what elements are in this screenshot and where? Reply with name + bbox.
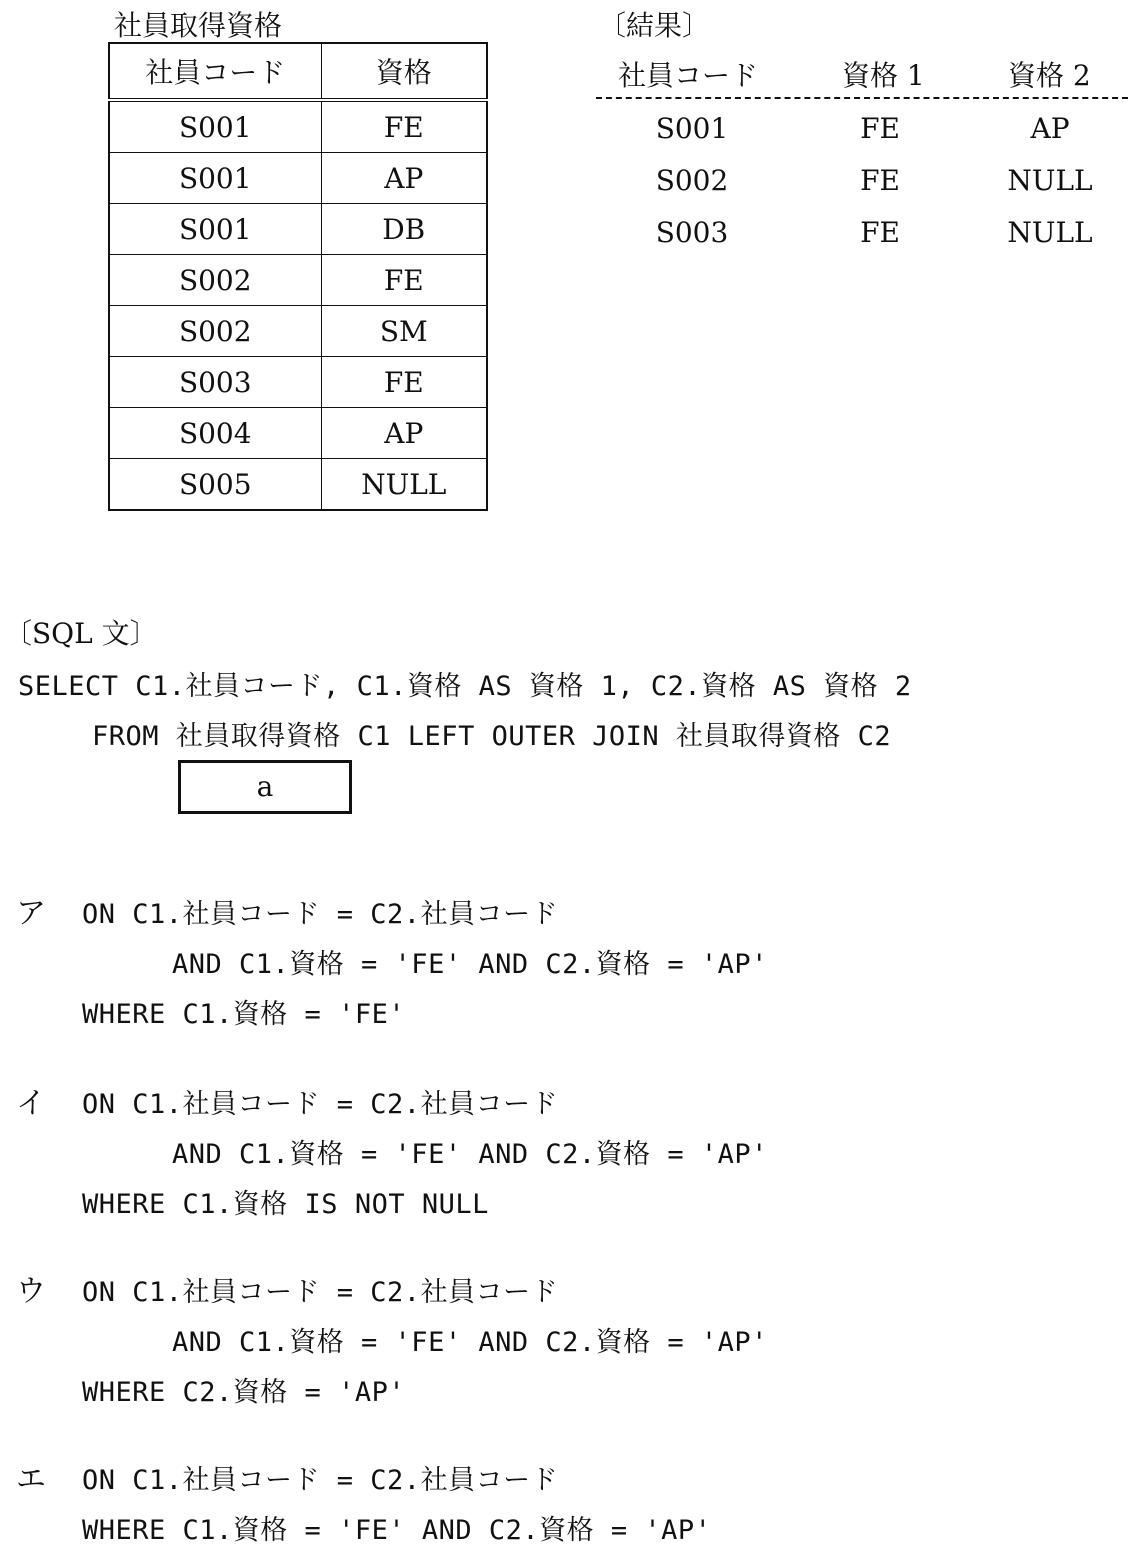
result-header-code: 社員コード [618, 59, 759, 92]
option-line: ON C1.社員コード = C2.社員コード [82, 1277, 559, 1308]
option-line: WHERE C1.資格 = 'FE' [82, 999, 406, 1030]
result-cell-code: S003 [655, 216, 729, 249]
table-title: 社員取得資格 [114, 9, 283, 42]
result-cell-qual1: FE [860, 216, 900, 249]
header-qualification: 資格 [321, 43, 487, 100]
option-line: ON C1.社員コード = C2.社員コード [82, 1089, 559, 1120]
option-line: AND C1.資格 = 'FE' AND C2.資格 = 'AP' [172, 949, 768, 980]
option-line: WHERE C1.資格 = 'FE' AND C2.資格 = 'AP' [82, 1515, 712, 1546]
result-header-qual1: 資格 1 [842, 59, 925, 92]
cell-code: S001 [109, 204, 321, 255]
result-cell-qual2: AP [1030, 112, 1070, 145]
cell-code: S002 [109, 306, 321, 357]
result-cell-qual1: FE [860, 164, 900, 197]
table-row [109, 255, 487, 306]
sql-select-line: SELECT C1.社員コード, C1.資格 AS 資格 1, C2.資格 AS 資格 2 [18, 671, 912, 702]
cell-qual: AP [321, 153, 487, 204]
table-row [109, 357, 487, 408]
option-line: WHERE C2.資格 = 'AP' [82, 1377, 406, 1408]
option-line: AND C1.資格 = 'FE' AND C2.資格 = 'AP' [172, 1327, 768, 1358]
blank-a-box: a [178, 760, 352, 814]
cell-qual: FE [321, 100, 487, 153]
cell-qual: NULL [321, 459, 487, 511]
result-header-qual2: 資格 2 [1008, 59, 1091, 92]
qualification-table [108, 42, 488, 511]
cell-qual: FE [321, 255, 487, 306]
cell-qual: SM [321, 306, 487, 357]
cell-qual: AP [321, 408, 487, 459]
cell-code: S001 [109, 100, 321, 153]
table-row [109, 459, 487, 511]
option-line: WHERE C1.資格 IS NOT NULL [82, 1189, 489, 1220]
option-mark: エ [16, 1462, 46, 1497]
table-row [109, 153, 487, 204]
result-cell-code: S002 [655, 164, 729, 197]
sql-from-line: FROM 社員取得資格 C1 LEFT OUTER JOIN 社員取得資格 C2 [92, 721, 892, 752]
table-row [109, 204, 487, 255]
cell-code: S003 [109, 357, 321, 408]
cell-code: S002 [109, 255, 321, 306]
cell-qual: FE [321, 357, 487, 408]
table-row [109, 100, 487, 153]
result-cell-qual1: FE [860, 112, 900, 145]
option-mark: イ [16, 1086, 46, 1121]
result-cell-code: S001 [655, 112, 729, 145]
cell-code: S005 [109, 459, 321, 511]
cell-code: S004 [109, 408, 321, 459]
table-row [109, 408, 487, 459]
option-line: ON C1.社員コード = C2.社員コード [82, 1465, 559, 1496]
option-mark: ア [16, 896, 46, 931]
cell-qual: DB [321, 204, 487, 255]
result-cell-qual2: NULL [1007, 164, 1093, 197]
option-line: AND C1.資格 = 'FE' AND C2.資格 = 'AP' [172, 1139, 768, 1170]
result-cell-qual2: NULL [1007, 216, 1093, 249]
cell-code: S001 [109, 153, 321, 204]
result-divider [596, 97, 1128, 99]
option-line: ON C1.社員コード = C2.社員コード [82, 899, 559, 930]
result-title: 〔結果〕 [598, 9, 711, 42]
header-employee-code: 社員コード [109, 43, 321, 100]
sql-title: 〔SQL 文〕 [4, 617, 158, 650]
table-row [109, 306, 487, 357]
option-mark: ウ [16, 1274, 46, 1309]
